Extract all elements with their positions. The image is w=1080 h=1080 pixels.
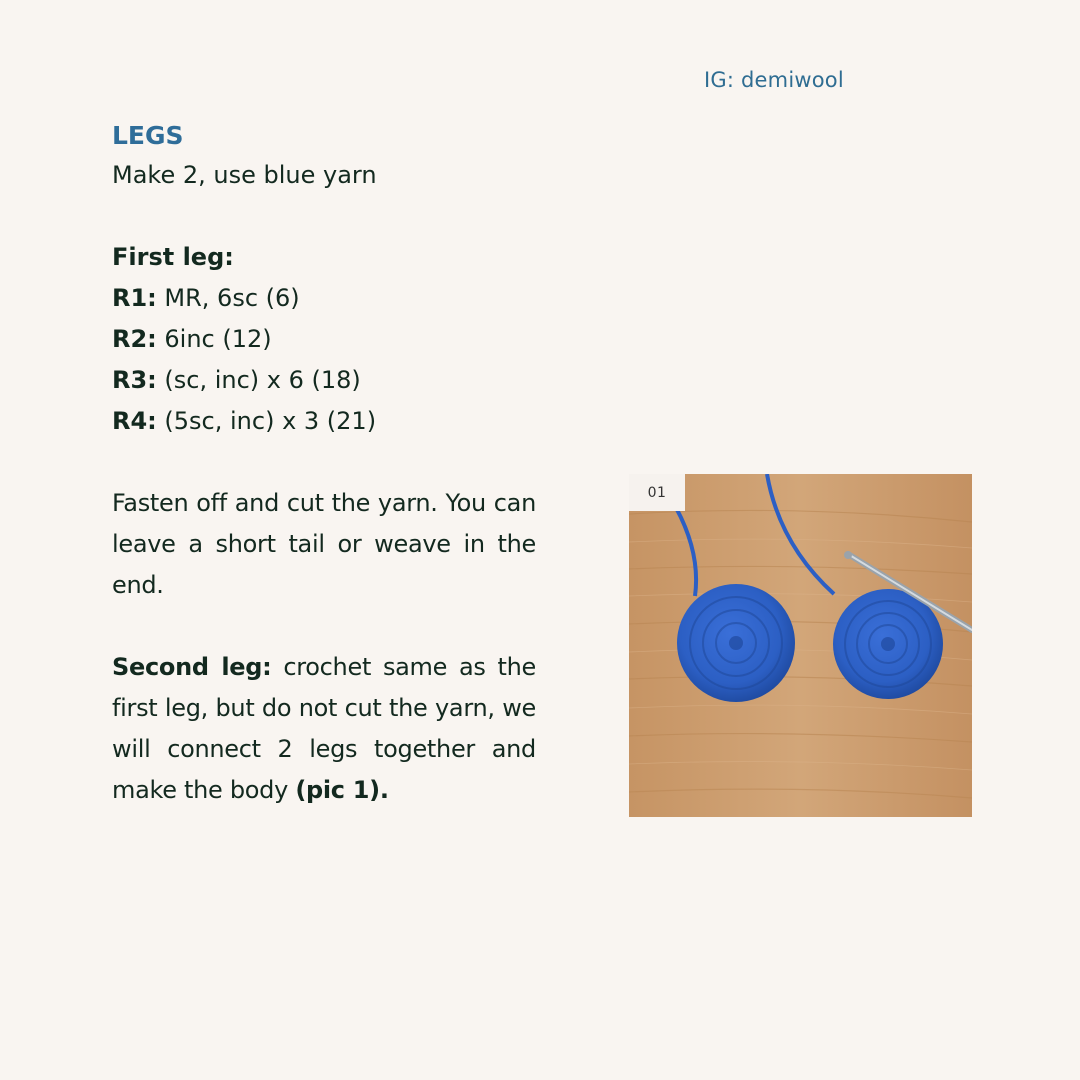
round-text: 6inc (12)	[156, 325, 272, 353]
photo-illustration	[629, 474, 972, 817]
ig-handle: IG: demiwool	[704, 68, 844, 92]
round-text: (sc, inc) x 6 (18)	[156, 366, 361, 394]
round-1	[112, 278, 536, 319]
round-4	[112, 401, 536, 442]
instructions-column	[112, 117, 536, 811]
section-subtitle: Make 2, use blue yarn	[112, 161, 377, 189]
round-3	[112, 360, 536, 401]
round-label: R4:	[112, 407, 157, 435]
second-leg-paragraph	[112, 647, 536, 811]
round-label: R2:	[112, 325, 157, 353]
first-leg-heading: First leg:	[112, 243, 234, 271]
round-text: MR, 6sc (6)	[156, 284, 300, 312]
round-2	[112, 319, 536, 360]
round-label: R1:	[112, 284, 157, 312]
round-text: (5sc, inc) x 3 (21)	[156, 407, 377, 435]
round-label: R3:	[112, 366, 157, 394]
crochet-photo	[629, 474, 972, 817]
photo-number-badge: 01	[629, 474, 685, 511]
pic-reference: (pic 1).	[295, 776, 389, 804]
second-leg-label: Second leg:	[112, 653, 272, 681]
crochet-circle-left	[677, 584, 795, 702]
fasten-paragraph: Fasten off and cut the yarn. You can leave a short tail or weave in the end.	[112, 489, 536, 599]
section-title: LEGS	[112, 121, 184, 150]
second-leg-text: crochet same as the first leg, but do not cut the yarn, we will connect 2 legs together and make the body	[112, 653, 536, 804]
